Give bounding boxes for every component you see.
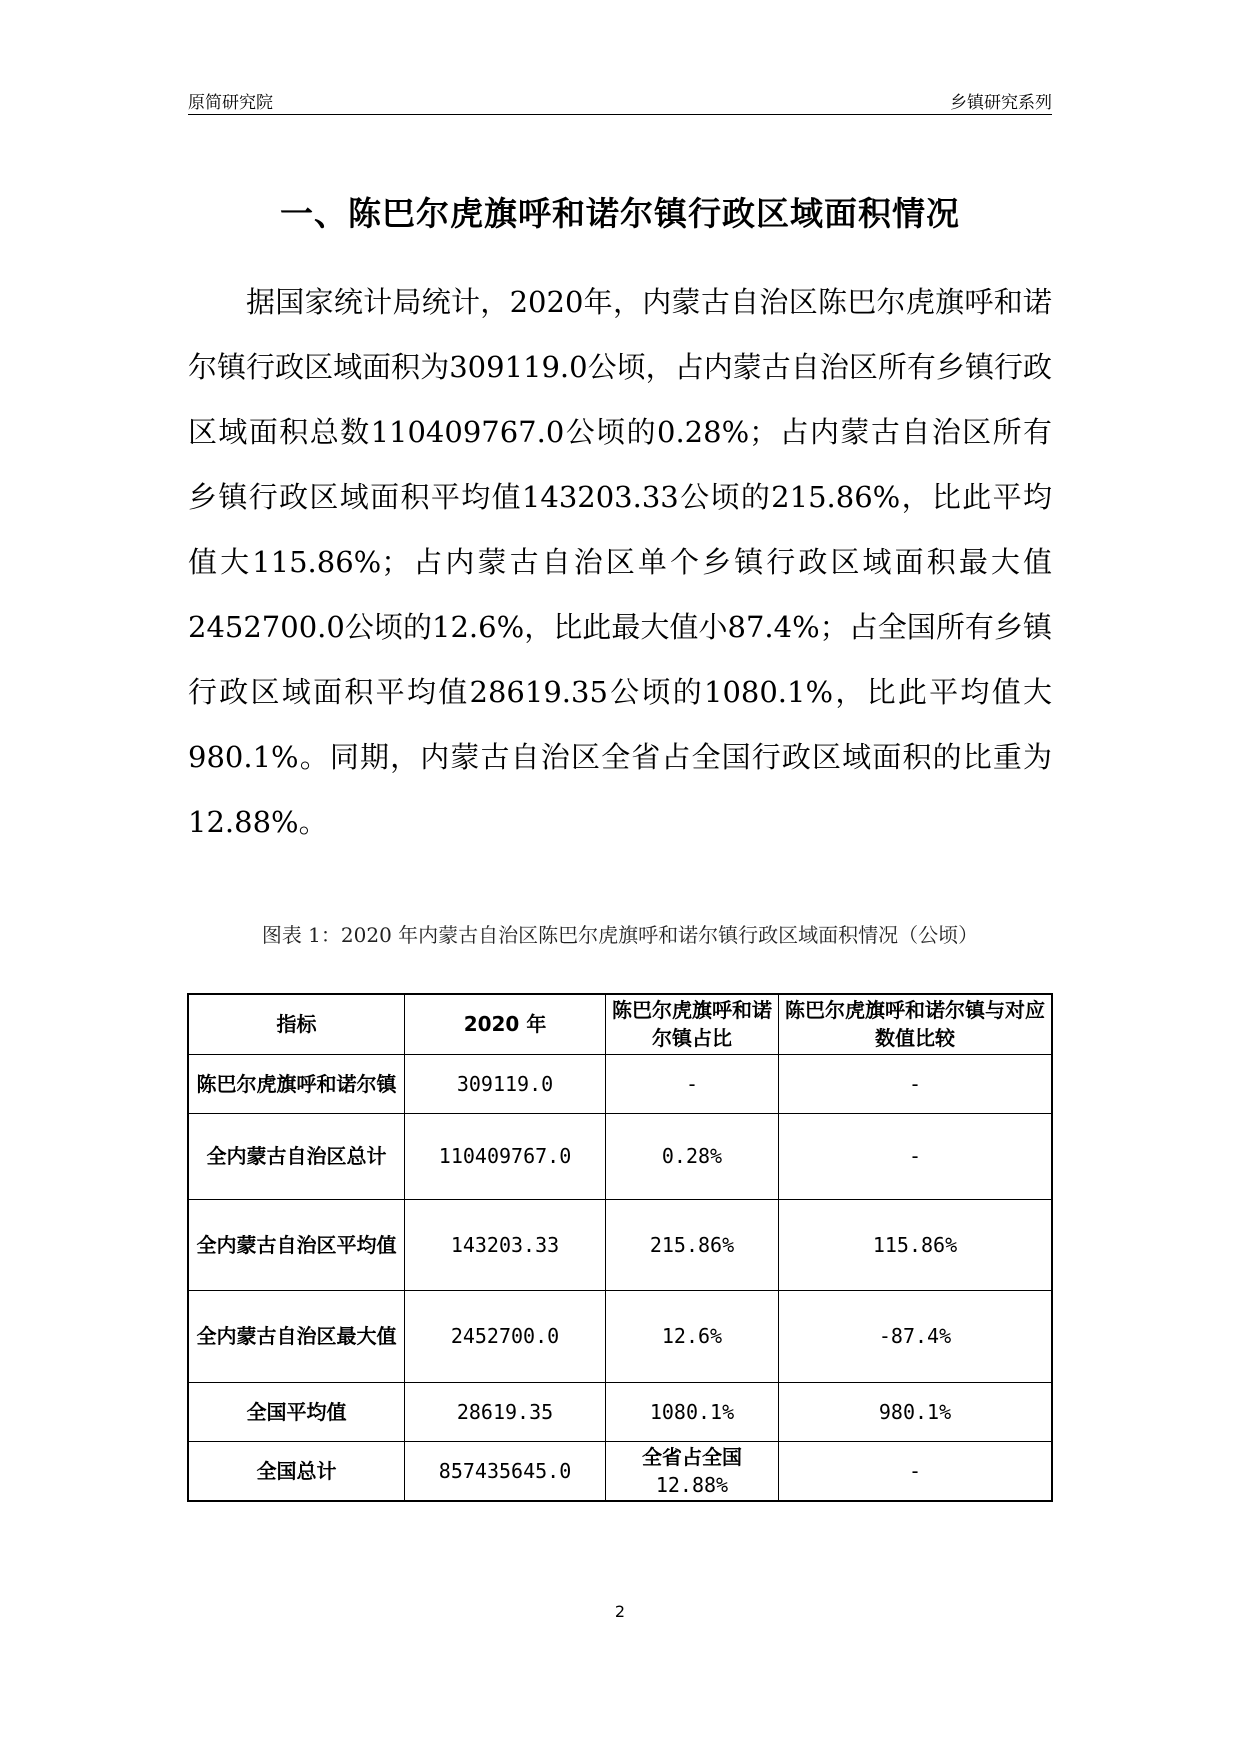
row-ratio-label: 全省占全国: [641, 1444, 742, 1469]
header-cell: 指标: [188, 994, 405, 1054]
row-compare: -: [778, 1441, 1052, 1501]
table-row: [188, 1113, 1052, 1199]
row-label: 全内蒙古自治区平均值: [188, 1199, 405, 1290]
header-cell: 陈巴尔虎旗呼和诺尔镇与对应数值比较: [778, 994, 1052, 1054]
row-ratio: 1080.1%: [605, 1382, 778, 1441]
row-value: 857435645.0: [405, 1441, 606, 1501]
area-table: [187, 993, 1053, 1502]
table-row: [188, 1199, 1052, 1290]
row-label: 陈巴尔虎旗呼和诺尔镇: [188, 1054, 405, 1113]
row-ratio: 12.88%: [655, 1472, 729, 1497]
header-right: 乡镇研究系列: [950, 93, 1052, 113]
table-row: [188, 1290, 1052, 1382]
table-row: [188, 1382, 1052, 1441]
row-ratio: 12.6%: [605, 1290, 778, 1382]
page-number: 2: [614, 1602, 626, 1621]
table-caption: 图表 1：2020 年内蒙古自治区陈巴尔虎旗呼和诺尔镇行政区域面积情况（公顷）: [261, 923, 979, 947]
row-value: 2452700.0: [405, 1290, 606, 1382]
header-cell: 2020 年: [405, 994, 606, 1054]
row-compare: -: [778, 1054, 1052, 1113]
row-ratio-cell: [605, 1441, 778, 1501]
row-value: 309119.0: [405, 1054, 606, 1113]
row-label: 全国平均值: [188, 1382, 405, 1441]
row-ratio: -: [605, 1054, 778, 1113]
row-compare: -: [778, 1113, 1052, 1199]
row-value: 28619.35: [405, 1382, 606, 1441]
row-ratio: 0.28%: [605, 1113, 778, 1199]
body-paragraph: 据国家统计局统计，2020年，内蒙古自治区陈巴尔虎旗呼和诺尔镇行政区域面积为309119.0公顷，占内蒙古自治区所有乡镇行政区域面积总数110409767.0公顷的0.28%；占内蒙古自治区所有乡镇行政区域面积平均值143203.33公顷的215.86%，比此平均值大115.86%；占内蒙古自治区单个乡镇行政区域面积最大值2452700.0公顷的12.6%，比此最大值小87.4%；占全国所有乡镇行政区域面积平均值28619.35公顷的1080.1%，比此平均值大980.1%。同期，内蒙古自治区全省占全国行政区域面积的比重为12.88%。: [188, 285, 1052, 839]
row-value: 143203.33: [405, 1199, 606, 1290]
row-value: 110409767.0: [405, 1113, 606, 1199]
header-divider: [188, 114, 1052, 115]
row-label: 全国总计: [188, 1441, 405, 1501]
row-compare: 115.86%: [778, 1199, 1052, 1290]
row-label: 全内蒙古自治区总计: [188, 1113, 405, 1199]
row-compare: 980.1%: [778, 1382, 1052, 1441]
table-row: [188, 1054, 1052, 1113]
table-header-row: [188, 994, 1052, 1054]
row-compare: -87.4%: [778, 1290, 1052, 1382]
header-cell: 陈巴尔虎旗呼和诺尔镇占比: [605, 994, 778, 1054]
row-label: 全内蒙古自治区最大值: [188, 1290, 405, 1382]
header-left: 原简研究院: [188, 93, 273, 113]
table-row: [188, 1441, 1052, 1501]
row-ratio: 215.86%: [605, 1199, 778, 1290]
section-title: 一、陈巴尔虎旗呼和诺尔镇行政区域面积情况: [280, 194, 960, 233]
